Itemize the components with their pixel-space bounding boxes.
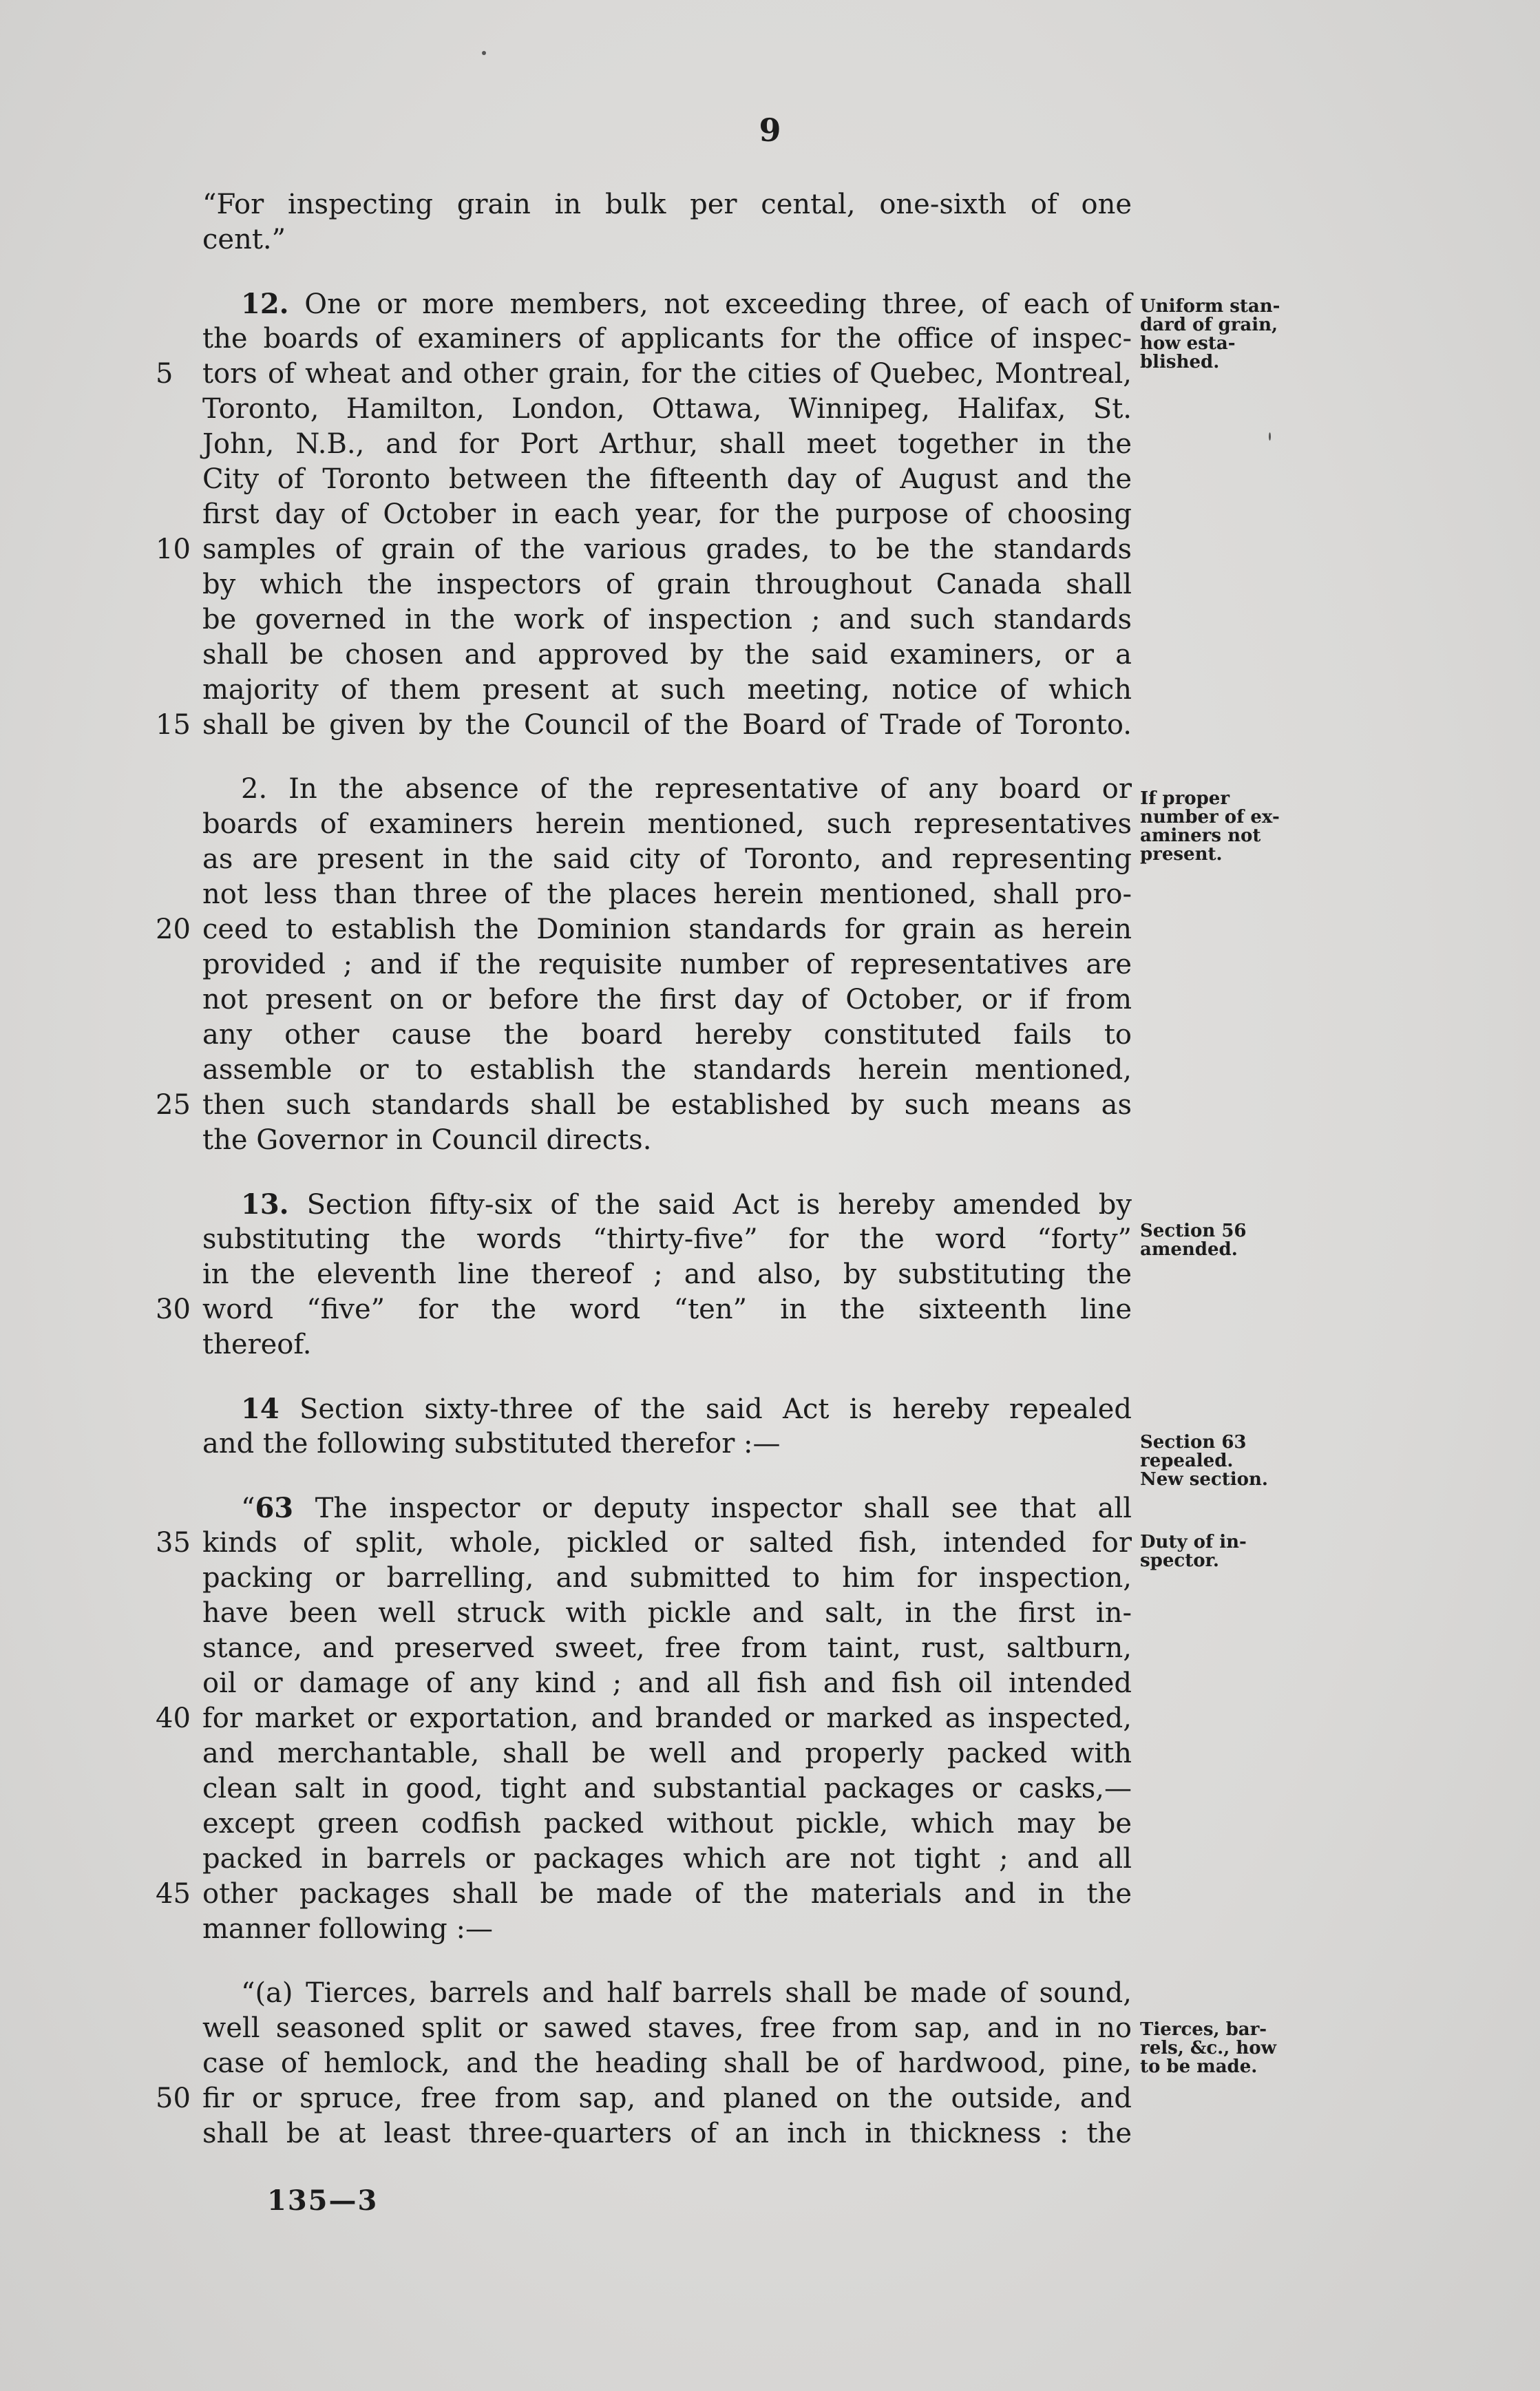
body-line-text: not present on or before the first day of October, or if from: [202, 984, 1132, 1015]
body-line-text: samples of grain of the various grades, to be the standards: [202, 534, 1132, 565]
margin-note-line: to be made.: [1140, 2056, 1258, 2077]
body-line-text: well seasoned split or sawed staves, free from sap, and in no: [202, 2012, 1132, 2044]
body-line: [202, 462, 1132, 497]
margin-note-proper-number: [1140, 790, 1312, 864]
body-line-text: assemble or to establish the standards herein mentioned,: [202, 1054, 1132, 1086]
line-number: 15: [156, 709, 191, 741]
paper-speck: [482, 51, 486, 55]
body-text: [156, 187, 1132, 2151]
body-line-text: substituting the words “thirty-five” for the word “forty”: [202, 1223, 1132, 1255]
body-line-text: 2. In the absence of the representative of any board or: [241, 773, 1132, 805]
margin-note-line: spector.: [1140, 1550, 1219, 1571]
body-line-text: oil or damage of any kind ; and all fish and fish oil intended: [202, 1667, 1132, 1699]
body-line: [202, 1631, 1132, 1666]
body-line: [202, 286, 1132, 322]
margin-note-line: number of ex-: [1140, 807, 1280, 828]
body-line-text: manner following :—: [202, 1913, 493, 1945]
body-line-text: first day of October in each year, for the purpose of choosing: [202, 498, 1132, 530]
body-line-text: shall be at least three-quarters of an inch in thickness : the: [202, 2118, 1132, 2149]
body-line-text: clean salt in good, tight and substantial packages or casks,—: [202, 1773, 1132, 1804]
margin-note-line: repealed.: [1140, 1451, 1234, 1471]
body-line-text: word “five” for the word “ten” in the sixteenth line: [202, 1294, 1132, 1325]
body-line-text: kinds of split, whole, pickled or salted fish, intended for: [202, 1527, 1132, 1559]
body-line-text: by which the inspectors of grain throughout Canada shall: [202, 569, 1132, 600]
margin-note-uniform-standard: [1140, 297, 1312, 372]
body-line-text: case of hemlock, and the heading shall be of hardwood, pine,: [202, 2047, 1132, 2079]
body-line: [202, 673, 1132, 708]
body-line-text: cent.”: [202, 224, 286, 255]
margin-note-line: If proper: [1140, 788, 1230, 809]
margin-note-line: Uniform stan-: [1140, 296, 1280, 317]
margin-note-line: dard of grain,: [1140, 315, 1278, 335]
body-line-text: “For inspecting grain in bulk per cental, one-sixth of one: [202, 189, 1132, 220]
line-number: 45: [156, 1878, 191, 1910]
body-line: [202, 1736, 1132, 1771]
body-line-text: packing or barrelling, and submitted to him for inspection,: [202, 1562, 1132, 1594]
body-line-text: not less than three of the places herein mentioned, shall pro-: [202, 878, 1132, 910]
body-line: [202, 877, 1132, 912]
body-line-text: as are present in the said city of Toronto, and representing: [202, 843, 1132, 875]
body-line-text: “63 The inspector or deputy inspector shall see that all: [241, 1492, 1132, 1524]
body-line-text: have been well struck with pickle and salt, in the first in-: [202, 1597, 1132, 1629]
body-line: [202, 1842, 1132, 1877]
line-number: 20: [156, 914, 191, 945]
line-number: 30: [156, 1294, 191, 1325]
body-line: [202, 322, 1132, 357]
signature-mark: 135—3: [267, 2184, 379, 2217]
line-number: 5: [156, 358, 173, 390]
body-line: [202, 1391, 1132, 1426]
margin-note-line: Section 63: [1140, 1432, 1247, 1453]
body-line-text: tors of wheat and other grain, for the cities of Quebec, Montreal,: [202, 358, 1132, 390]
body-line-text: 14 Section sixty-three of the said Act is hereby repealed: [241, 1393, 1132, 1425]
margin-note-section-56: [1140, 1222, 1312, 1259]
body-line: [202, 982, 1132, 1018]
line-number: 40: [156, 1703, 191, 1734]
body-line: [156, 532, 1132, 567]
body-line-text: then such standards shall be established by such means as: [202, 1089, 1132, 1121]
body-line: [156, 1701, 1132, 1736]
page-number: 9: [759, 112, 781, 149]
body-line-text: stance, and preserved sweet, free from taint, rust, saltburn,: [202, 1632, 1132, 1664]
margin-note-line: blished.: [1140, 352, 1220, 372]
body-line: [202, 2116, 1132, 2151]
body-line-text: the boards of examiners of applicants for the office of inspec-: [202, 323, 1132, 355]
margin-note-tierces-barrels: [1140, 2021, 1312, 2076]
body-line: [156, 357, 1132, 392]
body-line: [202, 807, 1132, 842]
body-line: [202, 1491, 1132, 1526]
body-line: [202, 1561, 1132, 1596]
body-line: [202, 1327, 1132, 1362]
body-line-text: provided ; and if the requisite number of representatives are: [202, 949, 1132, 980]
body-line: [202, 427, 1132, 462]
margin-note-line: aminers not: [1140, 825, 1261, 846]
body-line-text: City of Toronto between the fifteenth day of August and the: [202, 463, 1132, 495]
body-line-text: and the following substituted therefor :—: [202, 1428, 781, 1460]
margin-note-line: rels, &c., how: [1140, 2038, 1276, 2058]
body-line: [202, 638, 1132, 673]
body-line: [202, 1666, 1132, 1701]
margin-note-line: New section.: [1140, 1469, 1268, 1490]
body-line-text: boards of examiners herein mentioned, such representatives: [202, 808, 1132, 840]
body-line: [156, 1526, 1132, 1561]
body-line-text: John, N.B., and for Port Arthur, shall meet together in the: [202, 428, 1132, 460]
body-line: [202, 392, 1132, 427]
margin-note-duty-of-inspector: [1140, 1533, 1312, 1570]
body-line: [202, 567, 1132, 602]
body-line-text: fir or spruce, free from sap, and planed on the outside, and: [202, 2083, 1132, 2114]
body-line-text: 13. Section fifty-six of the said Act is hereby amended by: [241, 1188, 1132, 1221]
body-line-text: thereof.: [202, 1329, 312, 1360]
body-line: [202, 602, 1132, 638]
body-line: [156, 912, 1132, 947]
margin-note-line: amended.: [1140, 1239, 1238, 1260]
body-line: [202, 497, 1132, 532]
body-line-text: except green codfish packed without pickle, which may be: [202, 1808, 1132, 1840]
body-line: [202, 1771, 1132, 1807]
body-line-text: shall be chosen and approved by the said examiners, or a: [202, 639, 1132, 671]
margin-note-line: present.: [1140, 844, 1223, 865]
body-line-text: “(a) Tierces, barrels and half barrels shall be made of sound,: [241, 1977, 1132, 2009]
body-line-text: shall be given by the Council of the Board of Trade of Toronto.: [202, 709, 1132, 741]
line-number: 50: [156, 2083, 191, 2114]
body-line: [202, 1426, 1132, 1462]
body-line: [202, 1053, 1132, 1088]
body-line: [156, 1877, 1132, 1912]
body-line: [202, 1123, 1132, 1158]
margin-note-line: Section 56: [1140, 1221, 1247, 1241]
body-line: [202, 1018, 1132, 1053]
body-line: [202, 1257, 1132, 1292]
margin-note-line: Tierces, bar-: [1140, 2019, 1267, 2040]
body-line-text: ceed to establish the Dominion standards for grain as herein: [202, 914, 1132, 945]
body-line: [202, 842, 1132, 877]
body-line: [202, 1596, 1132, 1631]
body-line-text: majority of them present at such meeting, notice of which: [202, 674, 1132, 706]
body-line: [202, 1807, 1132, 1842]
margin-note-section-63: [1140, 1433, 1312, 1489]
body-line-text: for market or exportation, and branded or marked as inspected,: [202, 1703, 1132, 1734]
body-line: [156, 708, 1132, 743]
margin-note-line: how esta-: [1140, 333, 1236, 354]
margin-note-line: Duty of in-: [1140, 1532, 1247, 1552]
body-line-text: 12. One or more members, not exceeding three, of each of: [241, 288, 1132, 320]
body-line-text: packed in barrels or packages which are not tight ; and all: [202, 1843, 1132, 1875]
body-line: [202, 2046, 1132, 2081]
body-line-text: the Governor in Council directs.: [202, 1124, 652, 1156]
body-line-text: be governed in the work of inspection ; and such standards: [202, 604, 1132, 635]
body-line: [202, 1912, 1132, 1947]
body-line: [156, 1292, 1132, 1327]
body-line: [202, 2011, 1132, 2046]
body-line-text: any other cause the board hereby constituted fails to: [202, 1019, 1132, 1051]
line-number: 10: [156, 534, 191, 565]
body-line: [202, 1976, 1132, 2011]
body-line-text: and merchantable, shall be well and properly packed with: [202, 1738, 1132, 1769]
body-line: [202, 947, 1132, 982]
body-line: [156, 2081, 1132, 2116]
paper-speck: [1269, 432, 1271, 441]
body-line-text: in the eleventh line thereof ; and also, by substituting the: [202, 1258, 1132, 1290]
body-line: [202, 772, 1132, 807]
body-line-text: Toronto, Hamilton, London, Ottawa, Winnipeg, Halifax, St.: [202, 393, 1132, 425]
line-number: 35: [156, 1527, 191, 1559]
line-number: 25: [156, 1089, 191, 1121]
body-line: [202, 187, 1132, 222]
body-line: [202, 1222, 1132, 1257]
body-line-text: other packages shall be made of the materials and in the: [202, 1878, 1132, 1910]
body-line: [156, 1088, 1132, 1123]
body-line: [202, 222, 1132, 257]
body-line: [202, 1187, 1132, 1222]
